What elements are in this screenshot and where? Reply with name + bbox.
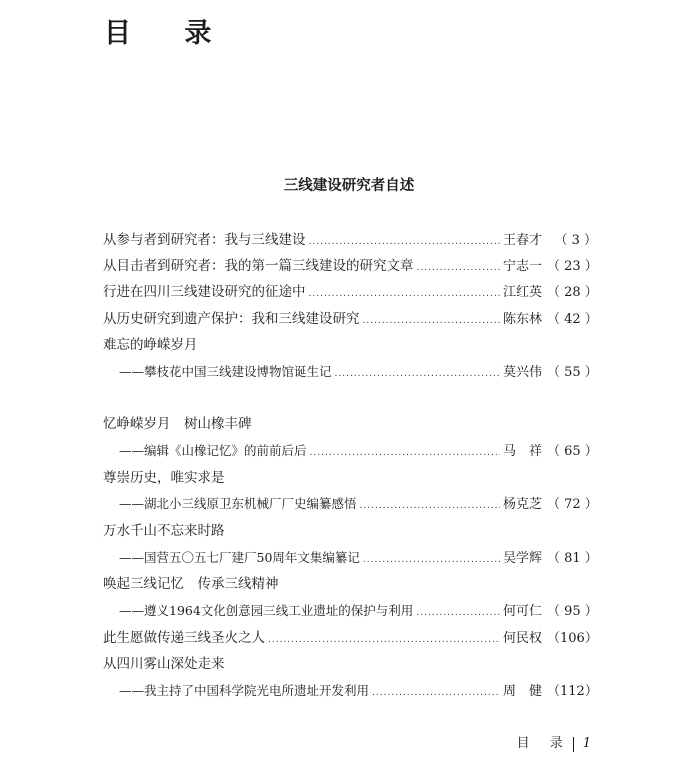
toc-leader-dots — [268, 630, 500, 650]
toc-entry-title: 唤起三线记忆 传承三线精神 — [103, 576, 279, 592]
toc-entry-title: 万水千山不忘来时路 — [103, 523, 225, 539]
toc-entry — [103, 654, 597, 674]
toc-entry-page: （ 28 ） — [547, 285, 598, 300]
toc-subtitle-entry — [119, 601, 597, 621]
toc-entry — [103, 309, 597, 329]
toc-entry-page: （ 55 ） — [547, 365, 598, 380]
toc-entry — [103, 574, 597, 594]
toc-entry-title: 从参与者到研究者：我与三线建设 — [103, 232, 306, 248]
toc-entry-page: （ 23 ） — [547, 259, 598, 274]
toc-entry-author: 王春才 — [503, 233, 543, 248]
toc-entry-page: （ 95 ） — [547, 604, 598, 619]
toc-subtitle-entry — [119, 362, 597, 382]
footer-page-number: 1 — [582, 736, 591, 751]
toc-entry — [103, 468, 597, 488]
toc-entry — [103, 521, 597, 541]
footer-separator — [573, 737, 574, 752]
toc-leader-dots — [335, 364, 500, 384]
section-title: 三线建设研究者自述 — [283, 178, 415, 194]
footer-label: 目 录 — [516, 736, 571, 751]
toc-leader-dots — [416, 603, 500, 623]
toc-entry-author: 何民权 — [503, 631, 543, 646]
toc-subtitle-entry — [119, 441, 597, 461]
toc-entry-page: （ 65 ） — [547, 444, 598, 459]
toc-entry-title: ——攀枝花中国三线建设博物馆诞生记 — [119, 364, 332, 379]
toc-entry-page: （ 3 ） — [554, 233, 597, 248]
toc-entry-page: （ 72 ） — [547, 497, 598, 512]
toc-entry-title: ——国营五〇五七厂建厂50周年文集编纂记 — [119, 550, 360, 565]
toc-entry-author: 江红英 — [503, 285, 543, 300]
toc-leader-dots — [309, 232, 501, 252]
toc-entry-title: 行进在四川三线建设研究的征途中 — [103, 284, 306, 300]
toc-entry-page: （106） — [547, 631, 598, 646]
toc-entry-title: ——我主持了中国科学院光电所遗址开发利用 — [119, 683, 370, 698]
page-footer — [517, 734, 591, 754]
toc-entry-title: ——湖北小三线原卫东机械厂厂史编纂感悟 — [119, 496, 357, 511]
toc-entry-title: 忆峥嵘岁月 树山橡丰碑 — [103, 416, 252, 432]
toc-entry-page: （112） — [547, 684, 598, 699]
toc-subtitle-entry — [119, 494, 597, 514]
toc-leader-dots — [309, 284, 501, 304]
toc-entry-page: （ 81 ） — [547, 551, 598, 566]
toc-entry-author: 周 健 — [503, 684, 543, 699]
toc-entry-author: 陈东林 — [503, 312, 543, 327]
toc-leader-dots — [310, 443, 500, 463]
toc-entry-author: 马 祥 — [503, 444, 543, 459]
toc-entry — [103, 414, 597, 434]
page-title: 目 录 — [104, 18, 234, 49]
toc-entry-title: ——编辑《山橡记忆》的前前后后 — [119, 443, 307, 458]
toc-leader-dots — [360, 496, 500, 516]
toc-entry-page: （ 42 ） — [547, 312, 598, 327]
toc-leader-dots — [417, 258, 501, 278]
toc-subtitle-entry — [119, 548, 597, 568]
toc-entry — [103, 628, 597, 648]
toc-leader-dots — [363, 311, 501, 331]
toc-entry-title: 从目击者到研究者：我的第一篇三线建设的研究文章 — [103, 258, 414, 274]
toc-entry-author: 莫兴伟 — [503, 365, 543, 380]
toc-entry-author: 何可仁 — [503, 604, 543, 619]
toc-entry-author: 吴学辉 — [503, 551, 543, 566]
toc-entry-title: 从四川雾山深处走来 — [103, 656, 225, 672]
toc-entry-title: 此生愿做传递三线圣火之人 — [103, 630, 265, 646]
toc-entry — [103, 230, 597, 250]
toc-entry — [103, 335, 597, 355]
toc-entry-author: 杨克芝 — [503, 497, 543, 512]
toc-entry-title: 从历史研究到遗产保护：我和三线建设研究 — [103, 311, 360, 327]
toc-leader-dots — [363, 550, 500, 570]
toc-subtitle-entry — [119, 681, 597, 701]
toc-leader-dots — [372, 683, 500, 703]
toc-entry-author: 宁志一 — [503, 259, 543, 274]
toc-entry — [103, 282, 597, 302]
toc-entry-title: 难忘的峥嵘岁月 — [103, 337, 198, 353]
toc-entry — [103, 256, 597, 276]
toc-entry-title: ——遵义1964文化创意园三线工业遗址的保护与利用 — [119, 603, 414, 618]
toc-entry-title: 尊崇历史，唯实求是 — [103, 470, 225, 486]
